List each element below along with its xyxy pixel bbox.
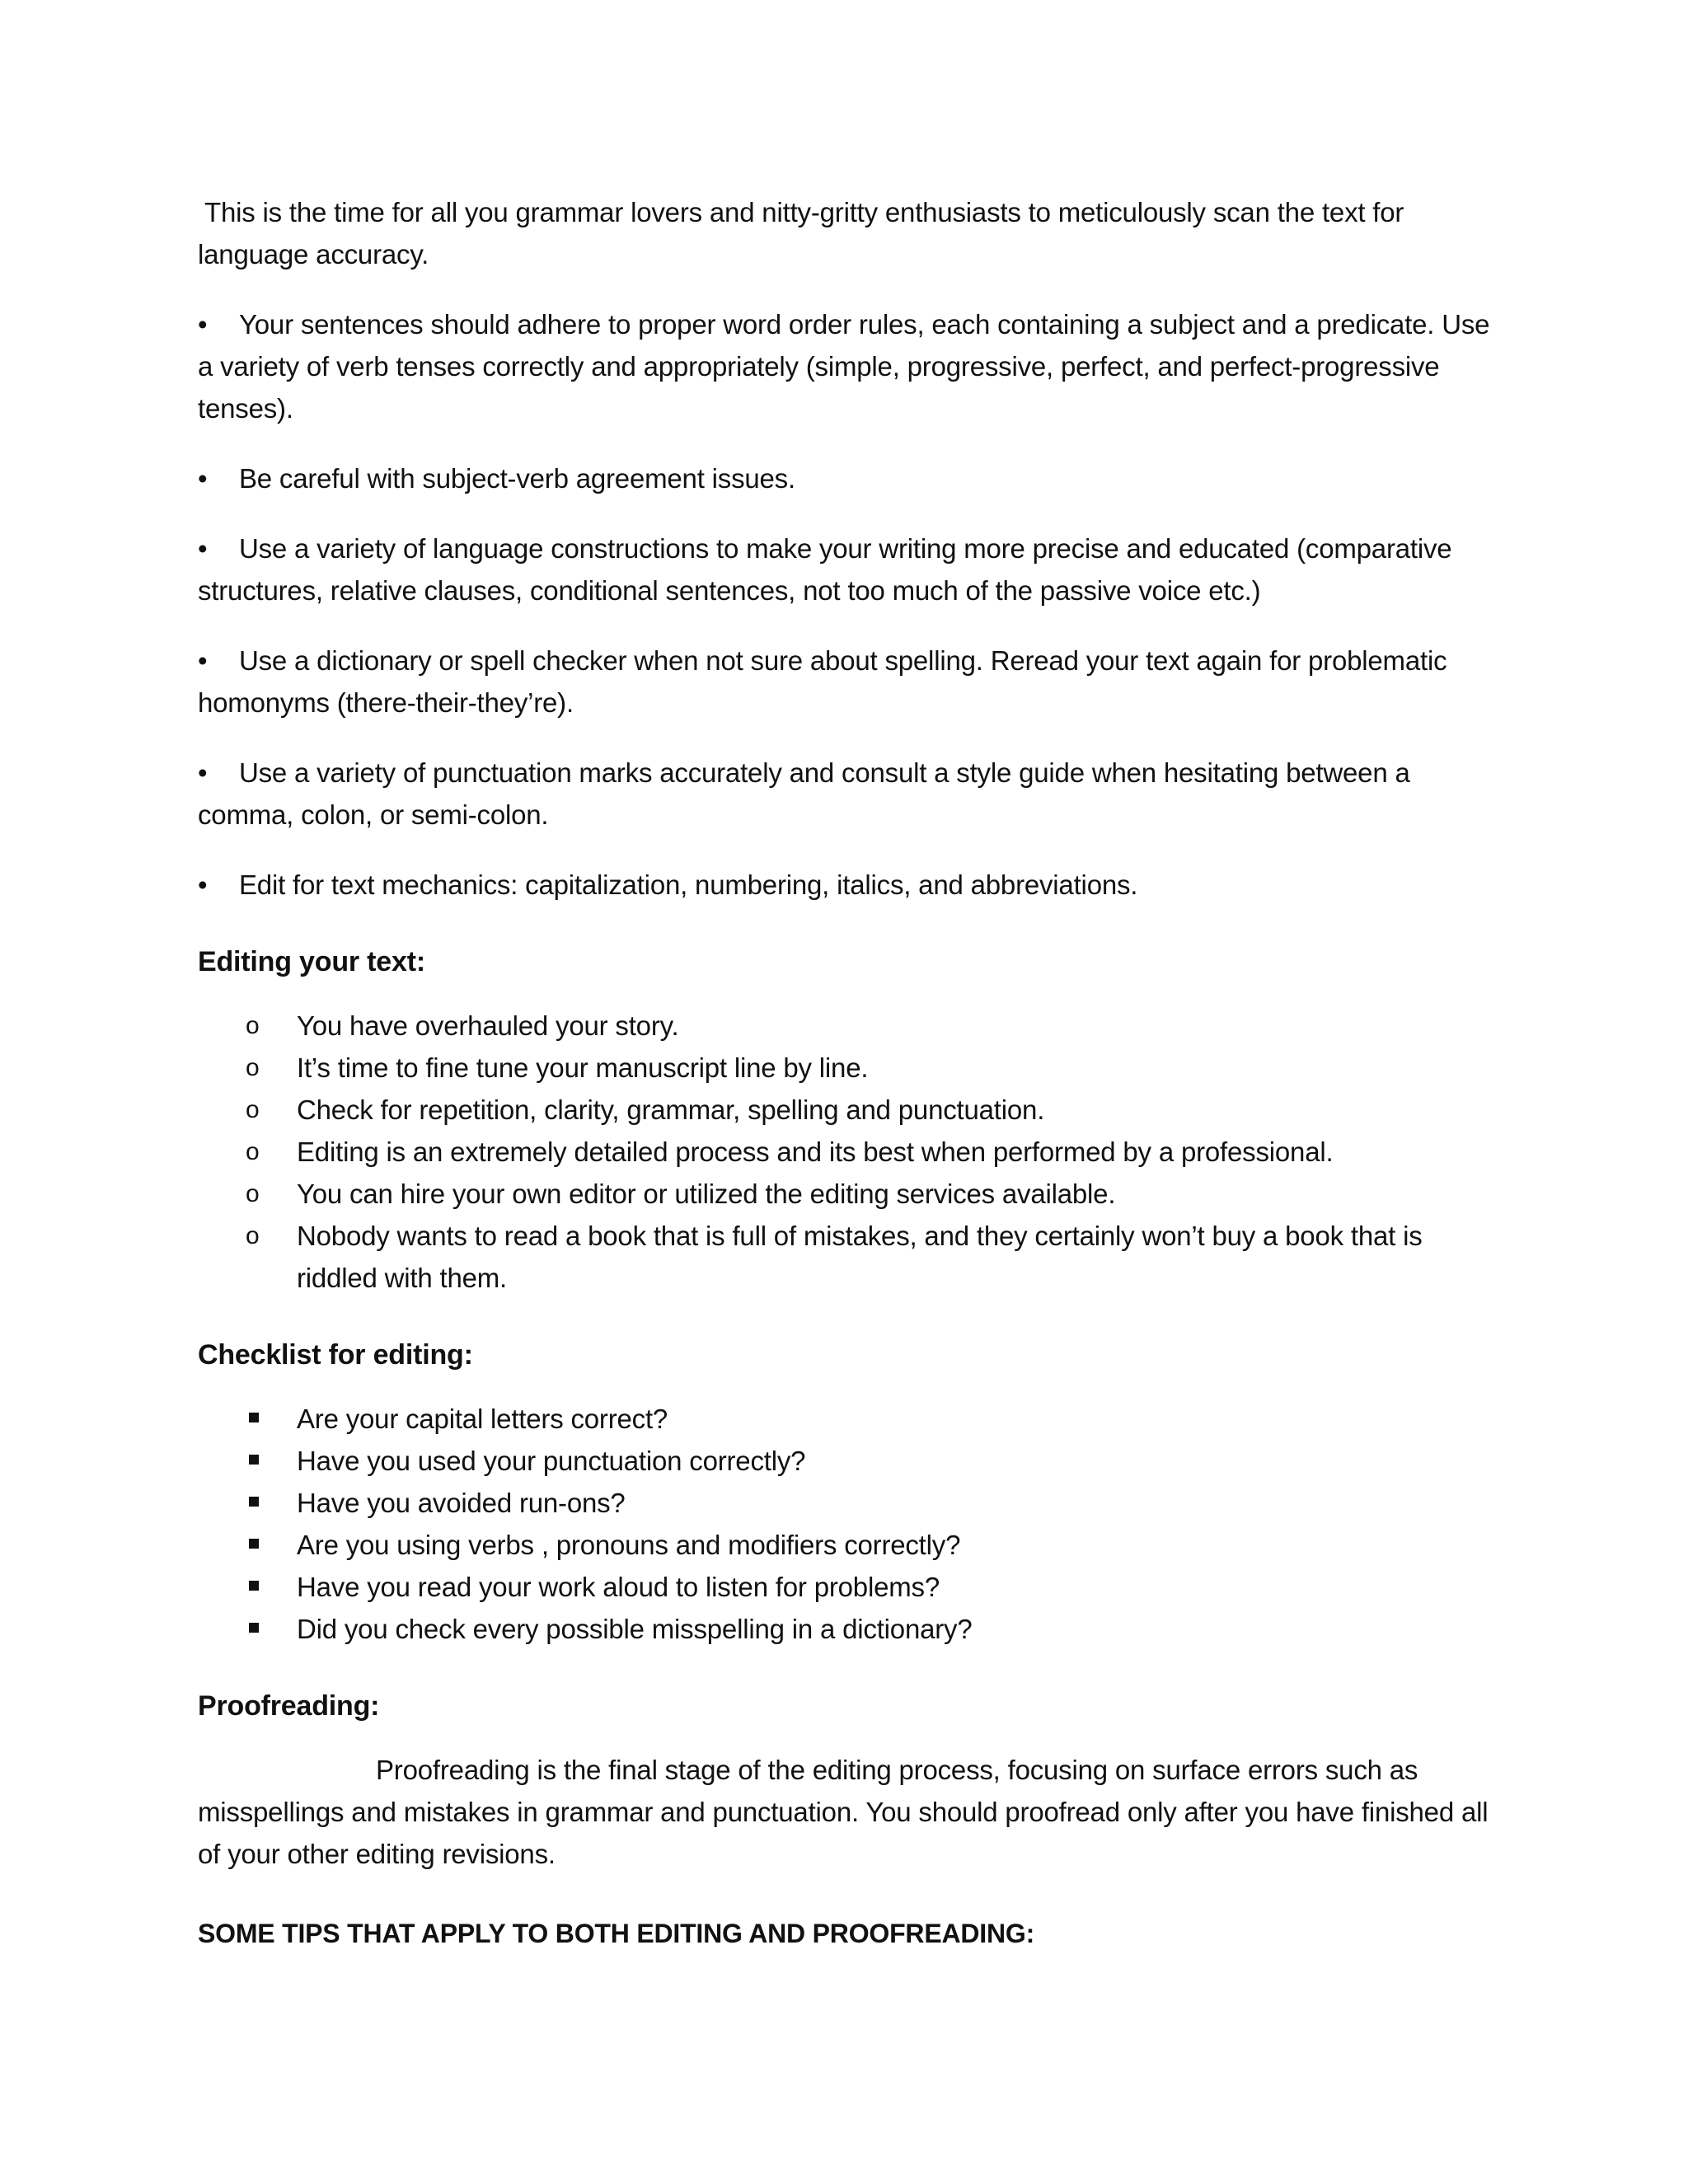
square-bullet-icon [249,1623,259,1633]
bullet-paragraph [198,457,1500,499]
bullet-paragraph [198,752,1500,836]
list-item [198,1398,1500,1440]
bullet-text: Edit for text mechanics: capitalization, numbering, italics, and abbreviations. [239,869,1138,900]
checklist-list [198,1398,1500,1650]
tips-heading: SOME TIPS THAT APPLY TO BOTH EDITING AND PROOFREADING: [198,1919,1035,1948]
circle-bullet-icon: o [246,1222,260,1249]
list-item-text: Are your capital letters correct? [297,1404,668,1434]
proofreading-heading: Proofreading: [198,1690,380,1722]
editing-heading: Editing your text: [198,946,425,977]
list-item-text: Editing is an extremely detailed process and its best when performed by a professional. [297,1137,1334,1167]
list-item [198,1047,1500,1089]
list-item-text: You have overhauled your story. [297,1010,679,1041]
square-bullet-icon [249,1413,259,1422]
list-item-text: It’s time to fine tune your manuscript line by line. [297,1052,869,1083]
bullet-text: Your sentences should adhere to proper word order rules, each containing a subject and a predicate. Use a variety of verb tenses correctly and appropriately (simple, progressive, perfect, and perfect-progressive tenses). [198,309,1490,424]
list-item [198,1524,1500,1566]
list-item [198,1566,1500,1608]
circle-bullet-icon: o [246,1096,260,1123]
list-item [198,1131,1500,1173]
list-item [198,1608,1500,1650]
list-item-text: Are you using verbs , pronouns and modifiers correctly? [297,1530,961,1560]
bullet-marker: • [198,645,208,676]
bullet-marker: • [198,463,208,494]
list-item-text: Nobody wants to read a book that is full of mistakes, and they certainly won’t buy a book that is riddled with them. [297,1221,1423,1293]
list-item-text: Did you check every possible misspelling in a dictionary? [297,1614,973,1644]
bullet-text: Be careful with subject-verb agreement issues. [239,463,795,494]
editing-list [198,1005,1500,1299]
list-item [198,1215,1500,1299]
bullet-marker: • [198,309,208,340]
document-page [198,191,1500,1955]
circle-bullet-icon: o [246,1138,260,1165]
bullet-paragraph [198,640,1500,724]
bullet-paragraph [198,527,1500,612]
list-item [198,1440,1500,1482]
bullet-paragraph [198,864,1500,906]
checklist-heading: Checklist for editing: [198,1339,473,1371]
list-item-text: Check for repetition, clarity, grammar, spelling and punctuation. [297,1094,1045,1125]
circle-bullet-icon: o [246,1180,260,1207]
bullet-paragraph [198,303,1500,429]
square-bullet-icon [249,1497,259,1507]
bullet-text: Use a variety of punctuation marks accurately and consult a style guide when hesitating between a comma, colon, or semi-colon. [198,757,1410,830]
list-item-text: Have you used your punctuation correctly? [297,1446,806,1476]
square-bullet-icon [249,1539,259,1549]
intro-paragraph: This is the time for all you grammar lovers and nitty-gritty enthusiasts to meticulously scan the text for language accuracy. [198,197,1404,269]
bullet-marker: • [198,533,208,564]
list-item [198,1089,1500,1131]
proofreading-paragraph: Proofreading is the final stage of the editing process, focusing on surface errors such as misspellings and mistakes in grammar and punctuation. You should proofread only after you have finished all of your other editing revisions. [198,1755,1489,1869]
square-bullet-icon [249,1581,259,1591]
list-item [198,1482,1500,1524]
list-item-text: You can hire your own editor or utilized the editing services available. [297,1179,1116,1209]
circle-bullet-icon: o [246,1012,260,1039]
bullet-marker: • [198,757,208,788]
square-bullet-icon [249,1455,259,1465]
list-item-text: Have you read your work aloud to listen for problems? [297,1572,940,1602]
circle-bullet-icon: o [246,1054,260,1081]
list-item-text: Have you avoided run-ons? [297,1488,626,1518]
bullet-marker: • [198,869,208,900]
list-item [198,1173,1500,1215]
list-item [198,1005,1500,1047]
bullet-text: Use a dictionary or spell checker when not sure about spelling. Reread your text again for problematic homonyms (there-their-they’re). [198,645,1447,718]
bullet-text: Use a variety of language constructions to make your writing more precise and educated (comparative structures, relative clauses, conditional sentences, not too much of the passive voice etc.) [198,533,1452,606]
